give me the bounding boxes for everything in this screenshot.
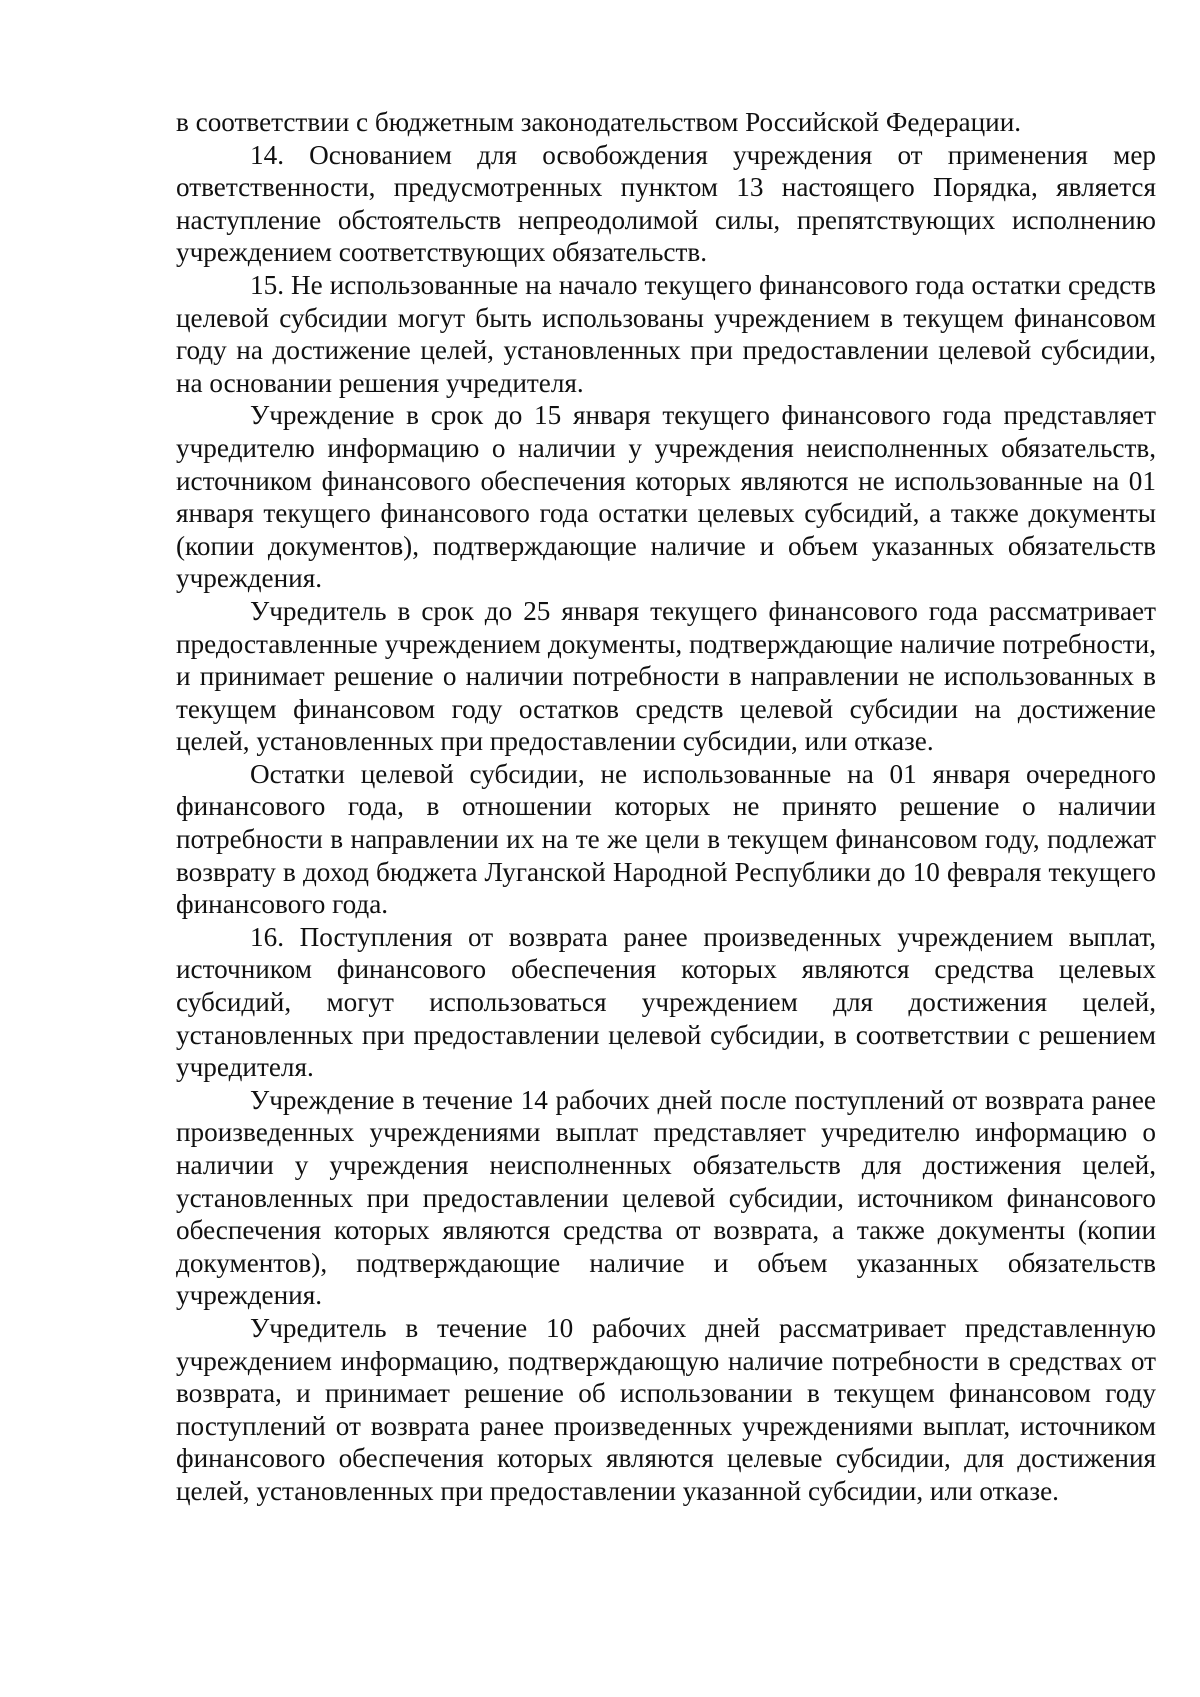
document-page — [176, 106, 1156, 1508]
paragraph-item-15: 15. Не использованные на начало текущего финансового года остатки средств целевой субсидии могут быть использованы учреждением в текущем финансовом году на достижение целей, установленных при предоставлении целевой субсидии, на основании решения учредителя. — [176, 269, 1156, 398]
paragraph-continuation: в соответствии с бюджетным законодательством Российской Федерации. — [176, 107, 1022, 137]
paragraph-item-14: 14. Основанием для освобождения учреждения от применения мер ответственности, предусмотренных пунктом 13 настоящего Порядка, является наступление обстоятельств непреодолимой силы, препятствующих исполнению учреждением соответствующих обязательств. — [176, 139, 1156, 268]
paragraph-15-remainders-return: Остатки целевой субсидии, не использованные на 01 января очередного финансового года, в отношении которых не принято решение о наличии потребности в направлении их на те же цели в текущем финансовом году, подлежат возврату в доход бюджета Луганской Народной Республики до 10 февраля текущего финансового года. — [176, 758, 1156, 920]
paragraph-item-16: 16. Поступления от возврата ранее произведенных учреждением выплат, источником финансового обеспечения которых являются средства целевых субсидий, могут использоваться учреждением для достижения целей, установленных при предоставлении целевой субсидии, в соответствии с решением учредителя. — [176, 921, 1156, 1083]
paragraph-16-institution-report: Учреждение в течение 14 рабочих дней после поступлений от возврата ранее произведенных учреждениями выплат представляет учредителю информацию о наличии у учреждения неисполненных обязательств для достижения целей, установленных при предоставлении целевой субсидии, источником финансового обеспечения которых являются средства от возврата, а также документы (копии документов), подтверждающие наличие и объем указанных обязательств учреждения. — [176, 1084, 1156, 1311]
paragraph-16-founder-decision: Учредитель в течение 10 рабочих дней рассматривает представленную учреждением информацию, подтверждающую наличие потребности в средствах от возврата, и принимает решение об использовании в текущем финансовом году поступлений от возврата ранее произведенных учреждениями выплат, источником финансового обеспечения которых являются целевые субсидии, для достижения целей, установленных при предоставлении указанной субсидии, или отказе. — [176, 1312, 1156, 1506]
paragraph-15-institution-report: Учреждение в срок до 15 января текущего финансового года представляет учредителю информацию о наличии у учреждения неисполненных обязательств, источником финансового обеспечения которых являются не использованные на 01 января текущего финансового года остатки целевых субсидий, а также документы (копии документов), подтверждающие наличие и объем указанных обязательств учреждения. — [176, 400, 1156, 594]
paragraph-15-founder-review: Учредитель в срок до 25 января текущего финансового года рассматривает предоставленные учреждением документы, подтверждающие наличие потребности, и принимает решение о наличии потребности в направлении не использованных в текущем финансовом году остатков средств целевой субсидии на достижение целей, установленных при предоставлении субсидии, или отказе. — [176, 595, 1156, 757]
